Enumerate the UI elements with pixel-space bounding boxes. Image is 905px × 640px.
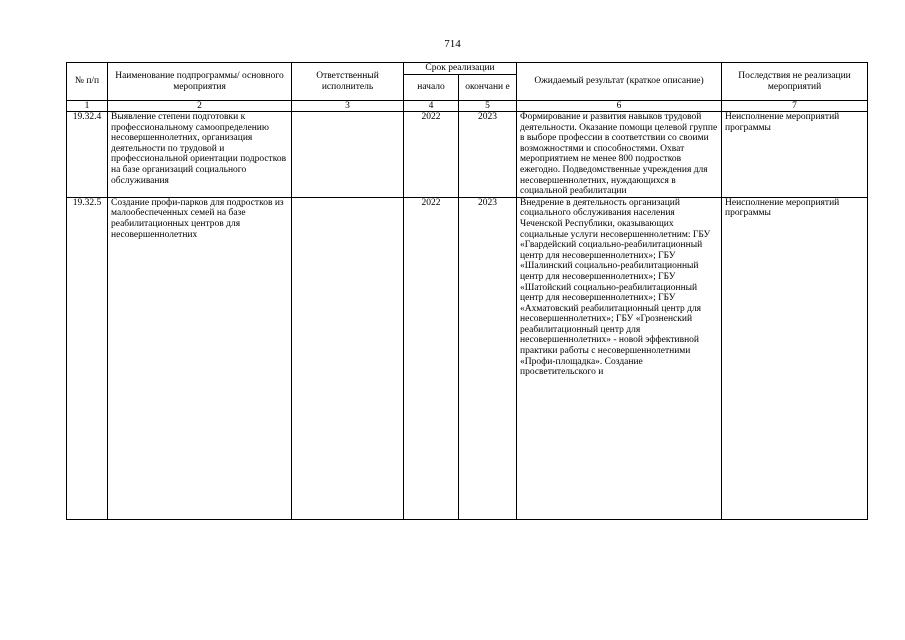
row-responsible	[292, 112, 404, 198]
row-number: 19.32.4	[67, 112, 108, 198]
column-number: 2	[108, 101, 292, 112]
row-consequences: Неисполнение мероприятий программы	[722, 112, 868, 198]
header-start: начало	[404, 75, 459, 101]
row-responsible	[292, 197, 404, 519]
table-row	[67, 112, 868, 198]
row-result: Формирование и развития навыков трудовой деятельности. Оказание помощи целевой группе в выборе профессии в соответствии со своими возможностями и способностями. Охват мероприятием не менее 800 подростков ежегодно. Подведомственные учреждения для несовершеннолетних, нуждающихся в социальной реабилитации	[517, 112, 722, 198]
column-number: 1	[67, 101, 108, 112]
header-name: Наименование подпрограммы/ основного мероприятия	[108, 63, 292, 101]
row-end: 2023	[459, 112, 517, 198]
page-number: 714	[444, 38, 461, 50]
header-term: Срок реализации	[404, 63, 517, 75]
row-start: 2022	[404, 197, 459, 519]
row-result: Внедрение в деятельность организаций социального обслуживания населения Чеченской Республики, оказывающих социальные услуги несовершеннолетним: ГБУ «Гвардейский социально-реабилитационный центр для несовершеннолетних»; ГБУ «Шалинский социально-реабилитационный центр для несовершеннолетних»; ГБУ «Шатойский социально-реабилитационный центр для несовершеннолетних»; ГБУ «Ахматовский реабилитационный центр для несовершеннолетних»; ГБУ «Грозненский реабилитационный центр для несовершеннолетних» - новой эффективной практики работы с несовершеннолетними «Профи-площадка». Создание просветительского и	[517, 197, 722, 519]
column-number: 7	[722, 101, 868, 112]
column-number-row	[67, 101, 868, 112]
row-end: 2023	[459, 197, 517, 519]
row-number: 19.32.5	[67, 197, 108, 519]
header-consequences: Последствия не реализации мероприятий	[722, 63, 868, 101]
row-consequences: Неисполнение мероприятий программы	[722, 197, 868, 519]
program-table	[66, 62, 868, 520]
row-start: 2022	[404, 112, 459, 198]
row-name: Создание профи-парков для подростков из малообеспеченных семей на базе реабилитационных центров для несовершеннолетних	[108, 197, 292, 519]
row-name: Выявление степени подготовки к профессиональному самоопределению несовершеннолетних, организация деятельности по трудовой и профессиональной ориентации подростков на базе организаций социального обслуживания	[108, 112, 292, 198]
column-number: 4	[404, 101, 459, 112]
column-number: 6	[517, 101, 722, 112]
header-responsible: Ответственный исполнитель	[292, 63, 404, 101]
header-end: окончани е	[459, 75, 517, 101]
column-number: 3	[292, 101, 404, 112]
table-row	[67, 197, 868, 519]
column-number: 5	[459, 101, 517, 112]
header-num: № п/п	[67, 63, 108, 101]
header-result: Ожидаемый результат (краткое описание)	[517, 63, 722, 101]
